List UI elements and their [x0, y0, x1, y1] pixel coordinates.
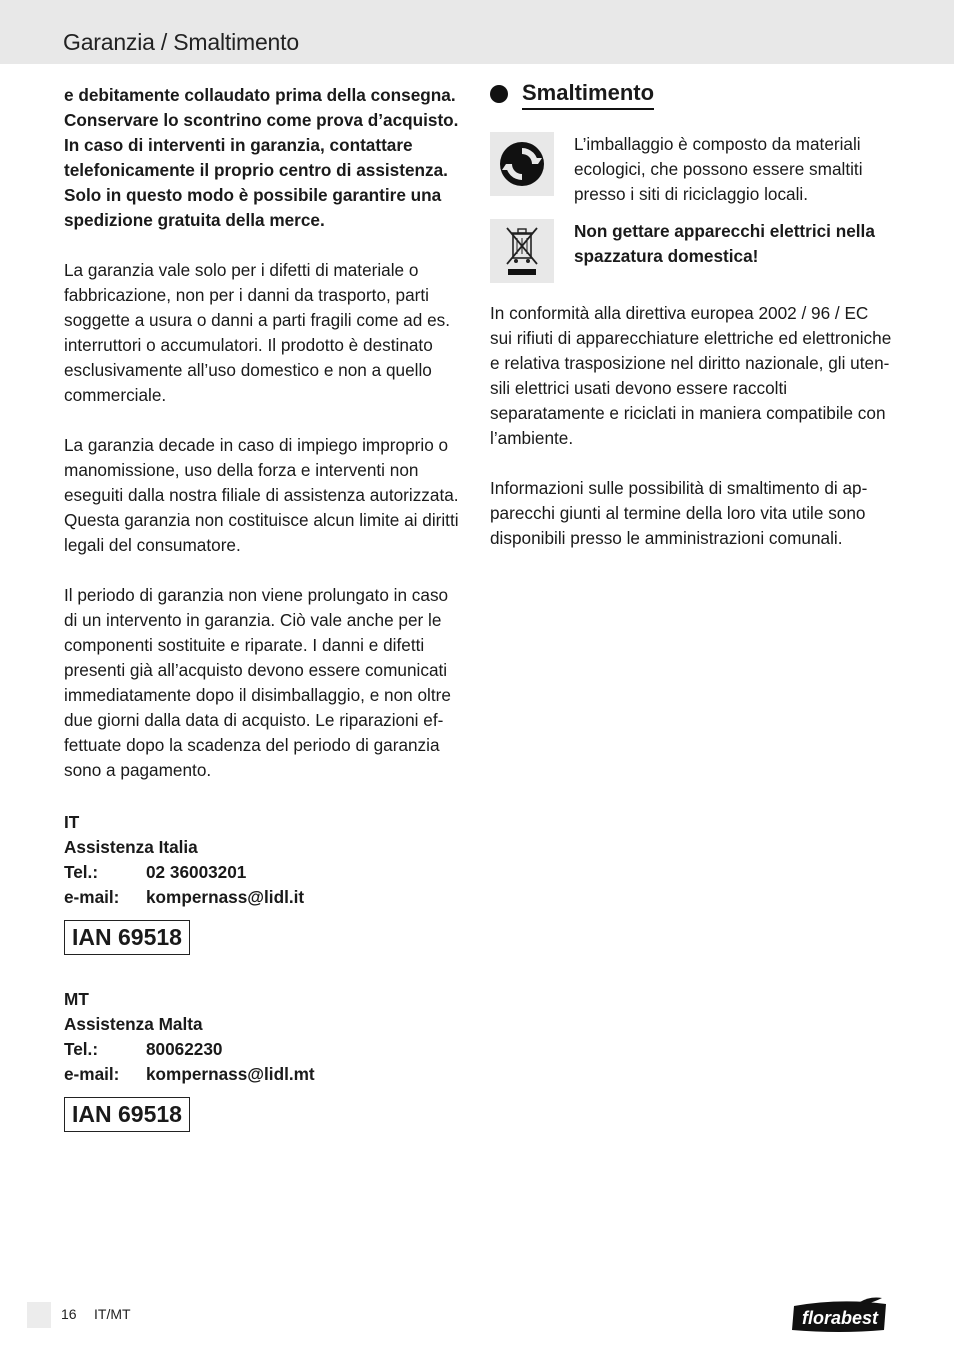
contact-tel-row	[64, 860, 464, 885]
packaging-text: L’imballaggio è composto da materiali ecologici, che possono essere smaltiti presso i siti di riciclaggio locali.	[574, 134, 863, 204]
florabest-logo	[790, 1296, 890, 1334]
weee-warning: Non gettare apparecchi elettrici nella spazzatura domestica!	[574, 221, 875, 266]
language-code: IT/MT	[94, 1306, 131, 1322]
ian-box: IAN 69518	[64, 920, 190, 955]
green-dot-recycling-icon	[490, 132, 554, 196]
left-column	[64, 83, 464, 1132]
footer-marker	[27, 1302, 51, 1328]
email-value[interactable]: kompernass@lidl.mt	[146, 1064, 315, 1084]
contact-country: MT	[64, 989, 89, 1009]
section-title: Smaltimento	[522, 78, 654, 110]
warranty-paragraph-3: Il periodo di garanzia non viene prolungato in caso di un intervento in garanzia. Ciò vale anche per le componenti sostituite e riparate. I danni e difetti presenti già all’acquisto devono essere comunicati immediatamente dopo il disimballaggio, e non oltre due giorni dalla data di acquisto. Le riparazioni effettuate dopo la scadenza del periodo di garanzia sono a pagamento.	[64, 585, 451, 780]
brand-text: florabest	[801, 1308, 879, 1328]
page-title: Garanzia / Smaltimento	[63, 29, 299, 55]
contact-country: IT	[64, 812, 80, 832]
contact-block-it	[64, 810, 464, 955]
contact-email-row	[64, 1062, 464, 1087]
email-label: e-mail:	[64, 1064, 120, 1084]
page-header	[0, 0, 954, 64]
tel-value: 80062230	[146, 1039, 223, 1059]
section-heading	[490, 78, 895, 110]
contact-block-mt	[64, 987, 464, 1132]
warranty-paragraph-1: La garanzia vale solo per i difetti di materiale o fabbricazione, non per i danni da trasporto, parti soggette a usura o danni a parti fragili come ad es. interruttori o accumulatori. Il prodotto è destinato esclusivamente all’uso domestico e non a quello commerciale.	[64, 260, 450, 405]
packaging-row	[490, 132, 895, 207]
bullet-icon	[490, 85, 508, 103]
warranty-paragraph-2: La garanzia decade in caso di impiego improprio o manomissione, uso della forza e interventi non eseguiti dalla nostra filiale di assistenza autorizzata. Questa garanzia non costituisce alcun limite ai diritti legali del consumatore.	[64, 435, 459, 555]
email-label: e-mail:	[64, 887, 120, 907]
contact-email-row	[64, 885, 464, 910]
contact-tel-row	[64, 1037, 464, 1062]
weee-row	[490, 219, 895, 283]
email-value[interactable]: kompernass@lidl.it	[146, 887, 305, 907]
crossed-bin-weee-icon	[490, 219, 554, 283]
tel-value: 02 36003201	[146, 862, 247, 882]
tel-label: Tel.:	[64, 862, 99, 882]
contact-name: Assistenza Italia	[64, 837, 198, 857]
disposal-paragraph-1: In conformità alla direttiva europea 2002 / 96 / EC sui rifiuti di apparecchiature elettriche ed elettroniche e relativa trasposizione nel diritto nazionale, gli utensili elettrici usati devono essere raccolti separatamente e riciclati in maniera compatibile con l’ambiente.	[490, 303, 892, 448]
warranty-intro: e debitamente collaudato prima della consegna. Conservare lo scontrino come prova d’acquisto. In caso di interventi in garanzia, contattare telefonicamente il proprio centro di assistenza. Solo in questo modo è possibile garantire una spedizione gratuita della merce.	[64, 85, 459, 230]
page-number: 16	[61, 1306, 77, 1322]
right-column	[490, 78, 895, 551]
contact-name: Assistenza Malta	[64, 1014, 203, 1034]
tel-label: Tel.:	[64, 1039, 99, 1059]
disposal-paragraph-2: Informazioni sulle possibilità di smaltimento di apparecchi giunti al termine della loro vita utile sono disponibili presso le amministrazioni comunali.	[490, 478, 868, 548]
ian-box: IAN 69518	[64, 1097, 190, 1132]
